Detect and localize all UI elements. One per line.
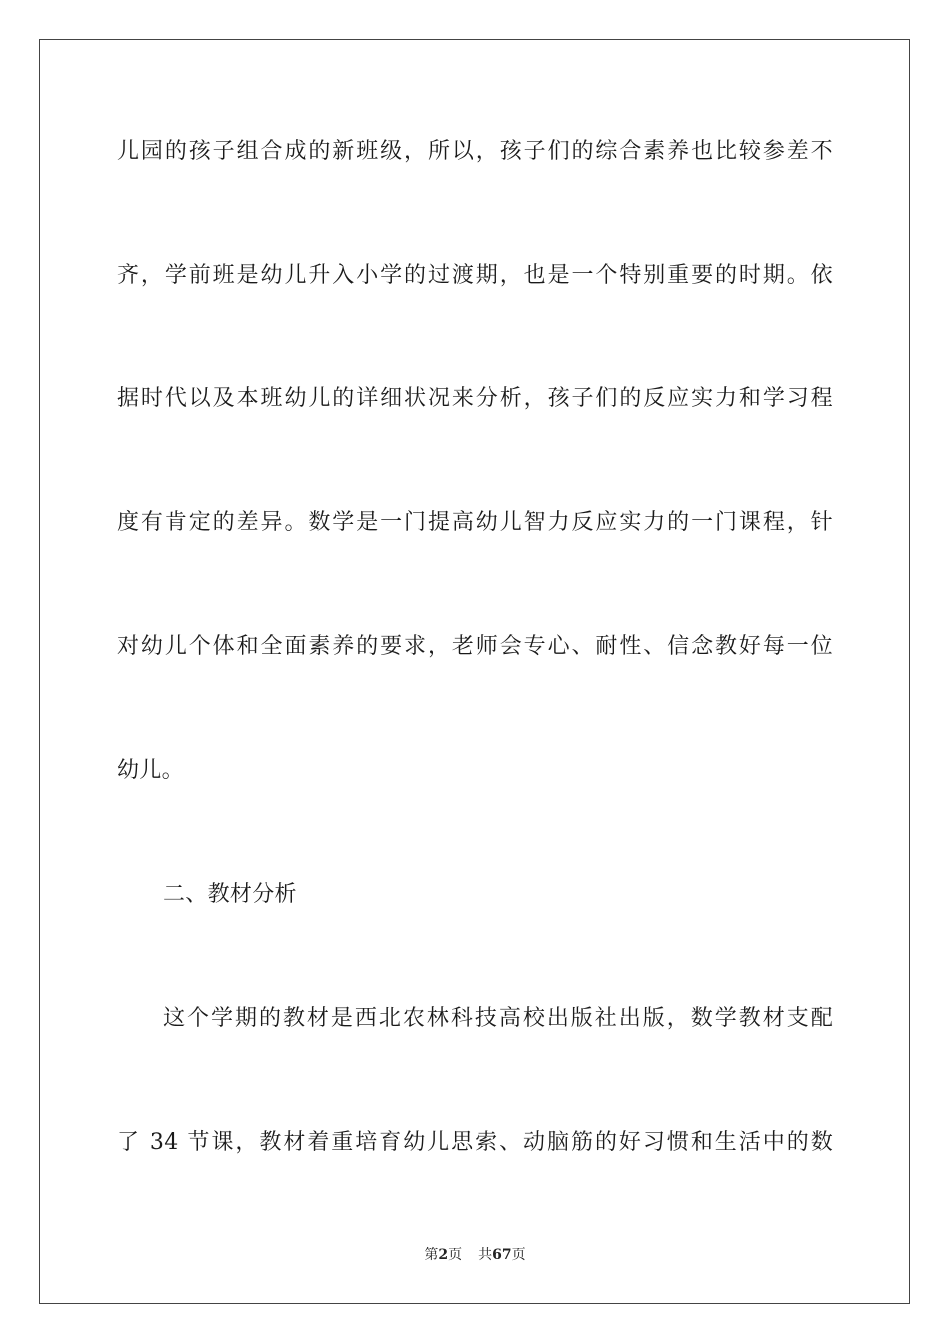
body-text-line-1: 儿园的孩子组合成的新班级，所以，孩子们的综合素养也比较参差不 [117,139,833,164]
footer-total-suffix: 页 [511,1247,526,1263]
body-text-line-2: 齐，学前班是幼儿升入小学的过渡期，也是一个特别重要的时期。依 [117,263,833,288]
footer-page-number: 2 [438,1247,449,1263]
body-text-line-3: 据时代以及本班幼儿的详细状况来分析，孩子们的反应实力和学习程 [117,386,833,411]
footer-total-pages: 67 [492,1247,512,1263]
footer-total-prefix: 共 [478,1247,493,1263]
footer-page-prefix: 第 [424,1247,439,1263]
body-text-line-6: 幼儿。 [117,758,184,783]
body-text-line-8: 了 34 节课，教材着重培育幼儿思索、动脑筋的好习惯和生活中的数 [117,1130,833,1155]
page-border [39,39,910,1304]
body-text-line-4: 度有肯定的差异。数学是一门提高幼儿智力反应实力的一门课程，针 [117,510,833,535]
body-text-line-7: 这个学期的教材是西北农林科技高校出版社出版，数学教材支配 [163,1006,833,1031]
body-text-line-5: 对幼儿个体和全面素养的要求，老师会专心、耐性、信念教好每一位 [117,634,833,659]
page-footer [0,1246,950,1264]
footer-page-suffix: 页 [448,1247,463,1263]
section-heading: 二、教材分析 [163,882,297,907]
